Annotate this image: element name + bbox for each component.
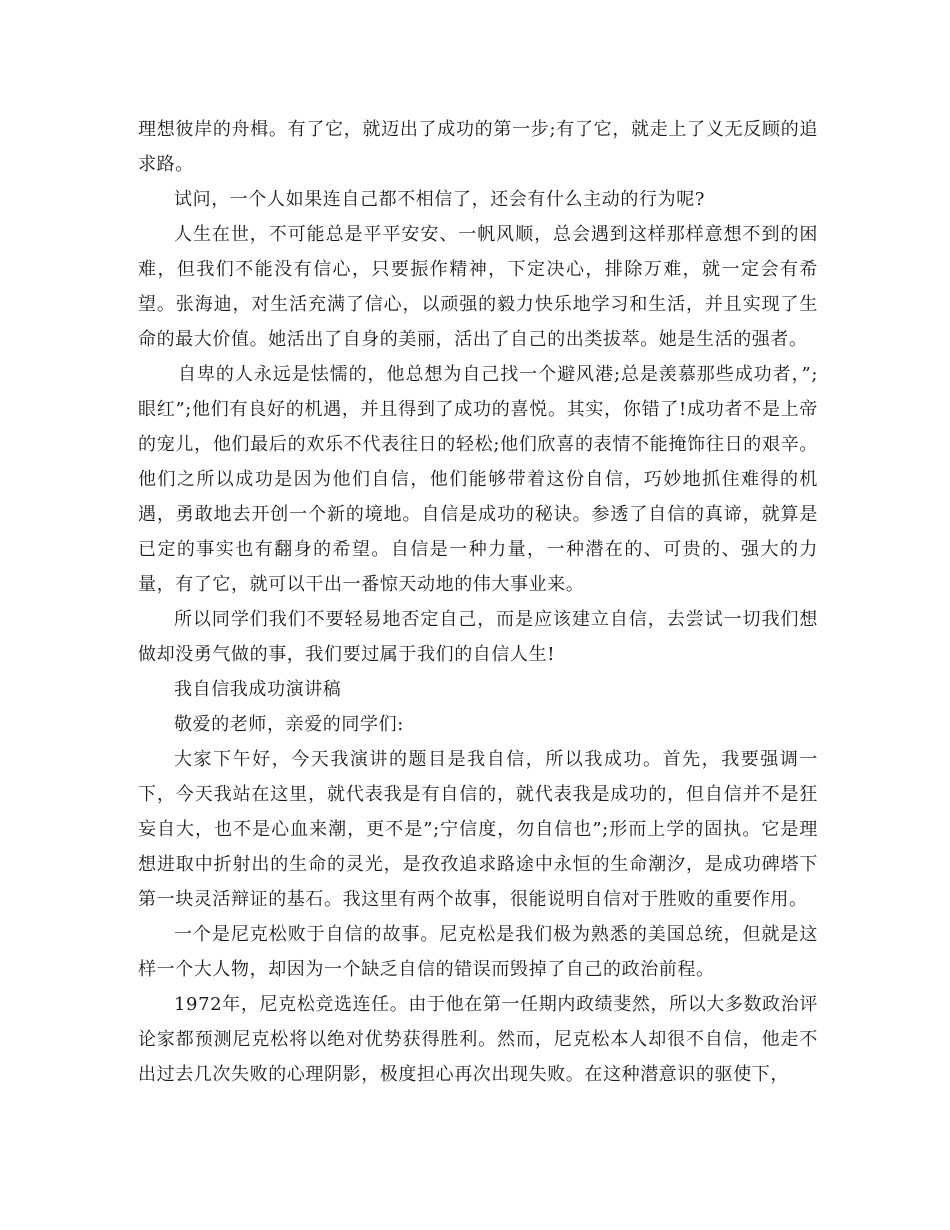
paragraph-question: 试问，一个人如果连自己都不相信了，还会有什么主动的行为呢? xyxy=(174,189,706,210)
paragraph-continuation: 理想彼岸的舟楫。有了它，就迈出了成功的第一步;有了它，就走上了义无反顾的追求路。 xyxy=(138,119,818,175)
paragraph-inferiority: 自卑的人永远是怯懦的，他总想为自己找一个避风港;总是羡慕那些成功者，”;眼红”;他们有良好的机遇，并且得到了成功的喜悦。其实，你错了!成功者不是上帝的宠儿，他们最后的欢乐不代表往日的轻松;他们欣喜的表情不能掩饰往日的艰辛。他们之所以成功是因为他们自信，他们能够带着这份自信，巧妙地抓住难得的机遇，勇敢地去开创一个新的境地。自信是成功的秘诀。参透了自信的真谛，就算是已定的事实也有翻身的希望。自信是一种力量，一种潜在的、可贵的、强大的力量，有了它，就可以干出一番惊天动地的伟大事业来。 xyxy=(138,364,818,595)
paragraph-speech-intro: 大家下午好，今天我演讲的题目是我自信，所以我成功。首先，我要强调一下，今天我站在这里，就代表我是有自信的，就代表我是成功的，但自信并不是狂妄自大，也不是心血来潮，更不是”;宁信度，勿自信也”;形而上学的固执。它是理想进取中折射出的生命的灵光，是孜孜追求路途中永恒的生命潮汐，是成功碑塔下第一块灵活辩证的基石。我这里有两个故事，很能说明自信对于胜败的重要作用。 xyxy=(138,749,818,910)
paragraph-nixon-story: 一个是尼克松败于自信的故事。尼克松是我们极为熟悉的美国总统，但就是这样一个大人物，却因为一个缺乏自信的错误而毁掉了自己的政治前程。 xyxy=(138,924,818,980)
paragraph-nixon-1972: 1972年，尼克松竞选连任。由于他在第一任期内政绩斐然，所以大多数政治评论家都预测尼克松将以绝对优势获得胜利。然而，尼克松本人却很不自信，他走不出过去几次失败的心理阴影，极度担心再次出现失败。在这种潜意识的驱使下， xyxy=(138,994,818,1085)
speech-title: 我自信我成功演讲稿 xyxy=(174,679,342,700)
speech-greeting: 敬爱的老师，亲爱的同学们: xyxy=(174,714,404,735)
paragraph-life-confidence: 人生在世，不可能总是平平安安、一帆风顺，总会遇到这样那样意想不到的困难，但我们不能没有信心，只要振作精神，下定决心，排除万难，就一定会有希望。张海迪，对生活充满了信心，以顽强的毅力快乐地学习和生活，并且实现了生命的最大价值。她活出了自身的美丽，活出了自己的出类拔萃。她是生活的强者。 xyxy=(138,224,818,350)
document-body xyxy=(138,112,818,1092)
paragraph-conclusion: 所以同学们我们不要轻易地否定自己，而是应该建立自信，去尝试一切我们想做却没勇气做的事，我们要过属于我们的自信人生! xyxy=(138,609,818,665)
